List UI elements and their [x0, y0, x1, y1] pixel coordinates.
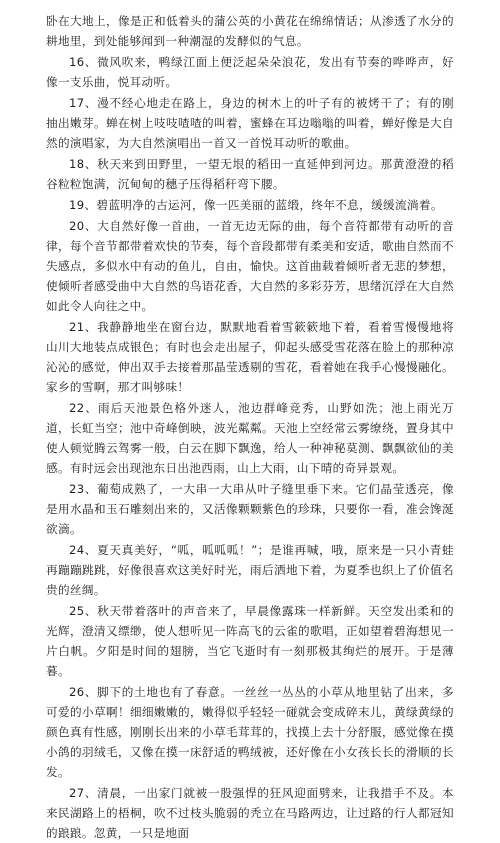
paragraph-27: 27、清晨，一出家门就被一股强悍的狂风迎面劈来，让我措手不及。本来民湖路上的梧桐，吹不过枝头脆弱的秃立在马路两边，让过路的行人都冠知的踉踉。忽黄，一只是地面	[46, 786, 454, 840]
paragraph-16: 16、微风吹来，鸭绿江面上便泛起朵朵浪花，发出有节奏的哗哗声，好像一支乐曲，悦耳动听。	[46, 55, 454, 89]
paragraph-19: 19、碧蓝明净的古运河，像一匹美丽的蓝缎，终年不息，缓缓流淌着。	[69, 198, 443, 212]
paragraph-17: 17、漫不经心地走在路上，身边的树木上的叶子有的被烤干了；有的刚抽出嫩芽。蝉在树上吱吱喳喳的叫着，蜜蜂在耳边嗡嗡的叫着，蝉好像是大自然的演唱家，为大自然演唱出一首又一首悦耳动听的歌曲。	[46, 96, 454, 150]
paragraph-18: 18、秋天来到田野里，一望无垠的稻田一直延伸到河边。那黄澄澄的稻谷粒粒饱满，沉甸甸的穗子压得稻秆弯下腰。	[46, 157, 454, 191]
paragraph-22: 22、雨后天池景色格外迷人，池边群峰竞秀，山野如洗；池上雨光万道，长虹当空；池中奇峰倒映，波光粼粼。天池上空经常云雾缭绕，置身其中使人顿觉腾云驾雾一般，白云在脚下飘逸，给人一种神秘莫测、飘飘欲仙的美感。有时远会出现池东日出池西雨，山上大雨，山下晴的奇异景观。	[46, 401, 454, 475]
paragraph-24: 24、夏天真美好，“呱，呱呱呱！”；是谁再喊，哦，原来是一只小青蛙再蹦蹦跳跳，好像很喜欢这美好时光，雨后洒地下着，为夏季也织上了价值名贵的丝绸。	[46, 543, 454, 597]
paragraph-23: 23、葡萄成熟了，一大串一大串从叶子缝里垂下来。它们晶莹透亮，像是用水晶和玉石雕刻出来的，又活像颗颗紫色的珍珠，只要你一看，准会馋涎欲滴。	[46, 482, 454, 536]
paragraph-continuation: 卧在大地上，像是正和低着头的蒲公英的小黄花在绵绵情话；从渗透了水分的耕地里，到处能够闻到一种潮湿的发酵似的气息。	[46, 14, 454, 48]
paragraph-21: 21、我静静地坐在窗台边，默默地看着雪簌簌地下着，看着雪慢慢地将山川大地装点成银色；有时也会走出屋子，仰起头感受雪花落在脸上的那种凉沁沁的感觉，伸出双手去接着那晶莹透剔的雪花，看着她在我手心慢慢融化。家乡的雪啊，那才叫够味！	[46, 320, 454, 394]
paragraph-26: 26、脚下的土地也有了春意。一丝丝一丛丛的小草从地里钻了出来，多可爱的小草啊！细细嫩嫩的，嫩得似乎轻轻一碰就会变成碎末儿，黄绿黄绿的颜色真有性感，刚刚长出来的小草毛茸茸的，找摸上去十分舒服，感觉像在摸小鸽的羽绒毛，又像在摸一床舒适的鸭绒被，还好像在小女孩长长的滑顺的长发。	[46, 685, 454, 779]
paragraph-25: 25、秋天带着落叶的声音来了，早晨像露珠一样新鲜。天空发出柔和的光辉，澄清又缥缈，使人想听见一阵高飞的云雀的歌唱，正如望着碧海想见一片白帆。夕阳是时间的翅膀，当它飞逝时有一刻那极其绚烂的展开。于是薄暮。	[46, 604, 454, 678]
paragraph-20: 20、大自然好像一首曲，一首无边无际的曲，每个音符都带有动听的音律，每个音节都带着欢快的节奏，每个音段都带有柔美和安适，歌曲自然而不失感点，多似水中有动的鱼儿，自由，愉快。这首曲载着倾听者无悲的梦想，使倾听者感受曲中大自然的鸟语花香，大自然的多彩芬芳，思绪沉浮在大自然如此令人向往之中。	[46, 219, 454, 313]
